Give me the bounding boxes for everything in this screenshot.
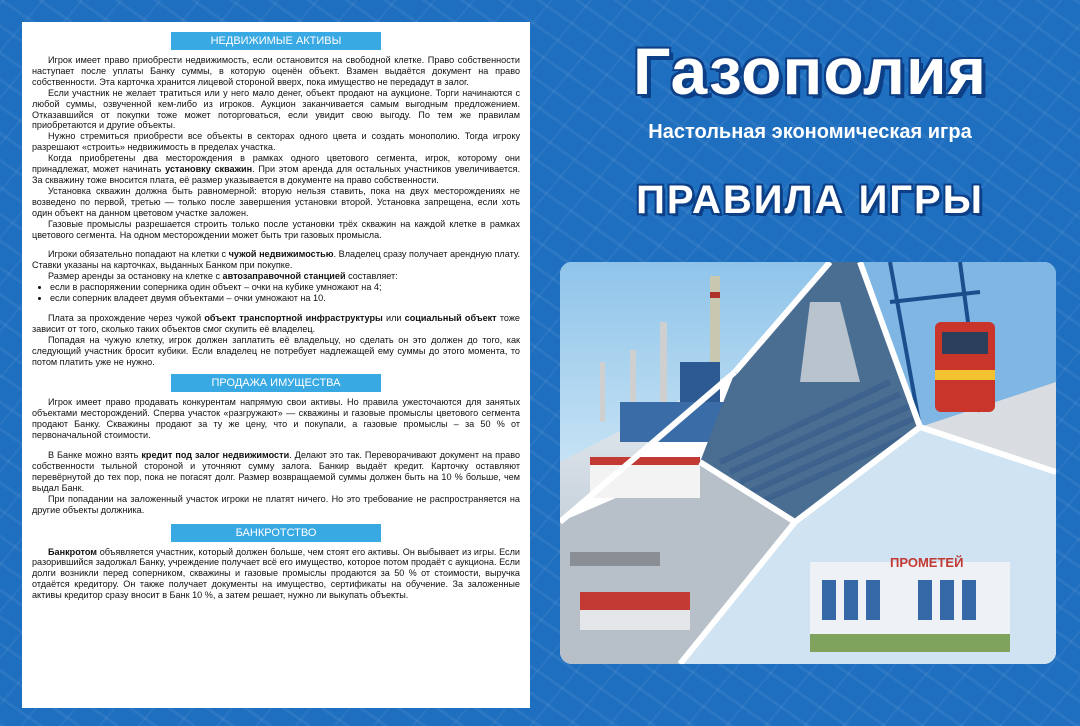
text: объявляется участник, который должен больше, чем стоят его активы. Он выбывает из игры. Если разорившийся задолжал Банку, учреждение получает всё его имущество, которое потом продаёт с аукциона. Если долги возникли перед соперником, скважины и газовые промыслы продаются за 50 % от стоимости, выручка отдаётся кредитору. Он также получает документы на имущество, сертификаты на обучение. За заложенные активы кредитор сразу вносит в Банк 10 %, а затем решает, нужно ли выкупать объекты. bbox=[32, 546, 520, 601]
text: тоже зависит от того, сколько таких объектов смог скупить её владелец. bbox=[32, 312, 520, 334]
paragraph: Игрок имеет право приобрести недвижимость, если остановится на свободной клетке. Право собственности наступает после уплаты Банку суммы, в которую оценён объект. Взамен выдаётся документ на право собственности. Эта карточка хранится лицевой стороной вверх, пока имущество не передадут в залог. bbox=[32, 55, 520, 87]
paragraph: Газовые промыслы разрешается строить только после установки трёх скважин на каждой клетке в рамках цветового сегмента. На одном месторождении может быть три газовых промысла. bbox=[32, 218, 520, 240]
bold-term: кредит под залог недвижимости bbox=[141, 450, 290, 461]
paragraph: Установка скважин должна быть равномерной: вторую нельзя ставить, пока на двух месторождениях не возведено по первой, третью — только после завершения установки второй. Установка запрещена, если хоть один объект на данном цветовом участке заложен. bbox=[32, 185, 520, 218]
paragraph: Нужно стремиться приобрести все объекты в секторах одного цвета и создать монополию. Тогда игроку разрешают «строить» недвижимость в пределах участка. bbox=[32, 131, 520, 153]
paragraph: Если участник не желает тратиться или у него мало денег, объект продают на аукционе. Торги начинаются с любой суммы, озвученной кем-либо из игроков. Аукцион заканчивается самым выгодным предложением. Отказавшийся от покупки тоже может поторговаться, если увидит свою выгоду. По тем же правилам приобретаются и другие объекты. bbox=[32, 87, 520, 131]
section-heading-bankrupt: БАНКРОТСТВО bbox=[171, 524, 381, 542]
rent-list bbox=[32, 282, 520, 304]
collage-svg bbox=[560, 262, 1056, 664]
section-heading-sale: ПРОДАЖА ИМУЩЕСТВА bbox=[171, 374, 381, 392]
text: В Банке можно взять bbox=[48, 450, 142, 461]
paragraph: Игрок имеет право продавать конкурентам напрямую свои активы. Но правила ужесточаются для занятых объектами месторождений. Сперва участок «разгружают» — скважины и газовые промыслы цветового сегмента продают Банку. Скважины продают за ту же цену, что и покупали, а газовые промыслы – за 50 % от первоначальной стоимости. bbox=[32, 397, 520, 441]
paragraph: Попадая на чужую клетку, игрок должен заплатить её владельцу, но сделать он это должен до того, как следующий участник бросит кубики. Если владелец не потребует надлежащей ему суммы до этого момента, то потом платить уже не нужно. bbox=[32, 334, 520, 367]
text: или bbox=[382, 312, 405, 323]
bold-term: чужой недвижимостью bbox=[228, 249, 334, 260]
text: . Делают это так. Переворачивают документ на право собственности тыльной стороной и уточняют сумму залога. Банкир выдаёт кредит. Карточку оставляют перевёрнутой до тех пор, пока не погасят долг. Размер возвращаемой суммы должен быть на 10 % больше, чем выдал Банк. bbox=[32, 450, 520, 493]
paragraph bbox=[32, 450, 520, 494]
text: Игроки обязательно попадают на клетки с bbox=[48, 249, 229, 260]
paragraph bbox=[32, 249, 520, 271]
paragraph bbox=[32, 547, 520, 602]
text: . При этом аренда для остальных участников увеличивается. За скважину тоже вносится плата, её размер указывается в документе на право собственности. bbox=[32, 164, 520, 185]
photo-collage bbox=[560, 262, 1056, 664]
bold-term: социальный объект bbox=[404, 312, 497, 323]
game-subtitle: Настольная экономическая игра bbox=[648, 121, 972, 143]
section-heading-assets: НЕДВИЖИМЫЕ АКТИВЫ bbox=[171, 32, 381, 50]
paragraph bbox=[32, 271, 520, 282]
text: Когда приобретены два месторождения в рамках одного цветового сегмента, игрок, которому они принадлежат, может начинать bbox=[32, 153, 520, 175]
paragraph: При попадании на заложенный участок игроки не платят ничего. Но это требование не распространяется на другие объекты должника. bbox=[32, 493, 520, 515]
paragraph bbox=[32, 153, 520, 186]
text: Размер аренды за остановку на клетке с bbox=[48, 271, 223, 282]
paragraph bbox=[32, 313, 520, 335]
text: . Владелец сразу получает арендную плату. Ставки указаны на карточках, выданных Банком при покупке. bbox=[32, 249, 521, 271]
bold-term: Банкротом bbox=[48, 546, 98, 557]
rules-title: ПРАВИЛА ИГРЫ bbox=[636, 178, 984, 222]
bold-term: объект транспортной инфраструктуры bbox=[204, 312, 383, 323]
bold-term: установку скважин bbox=[165, 164, 253, 175]
text: составляет: bbox=[345, 271, 398, 282]
list-item: • если в распоряжении соперника один объект – очки на кубике умножают на 4; bbox=[50, 282, 520, 293]
list-item: • если соперник владеет двумя объектами – очки умножают на 10. bbox=[50, 293, 520, 304]
game-title: Газополия bbox=[632, 34, 988, 108]
building-sign: ПРОМЕТЕЙ bbox=[890, 555, 964, 570]
rules-document bbox=[22, 22, 530, 708]
bold-term: автозаправочной станцией bbox=[222, 271, 346, 282]
text: Плата за прохождение через чужой bbox=[48, 312, 205, 323]
